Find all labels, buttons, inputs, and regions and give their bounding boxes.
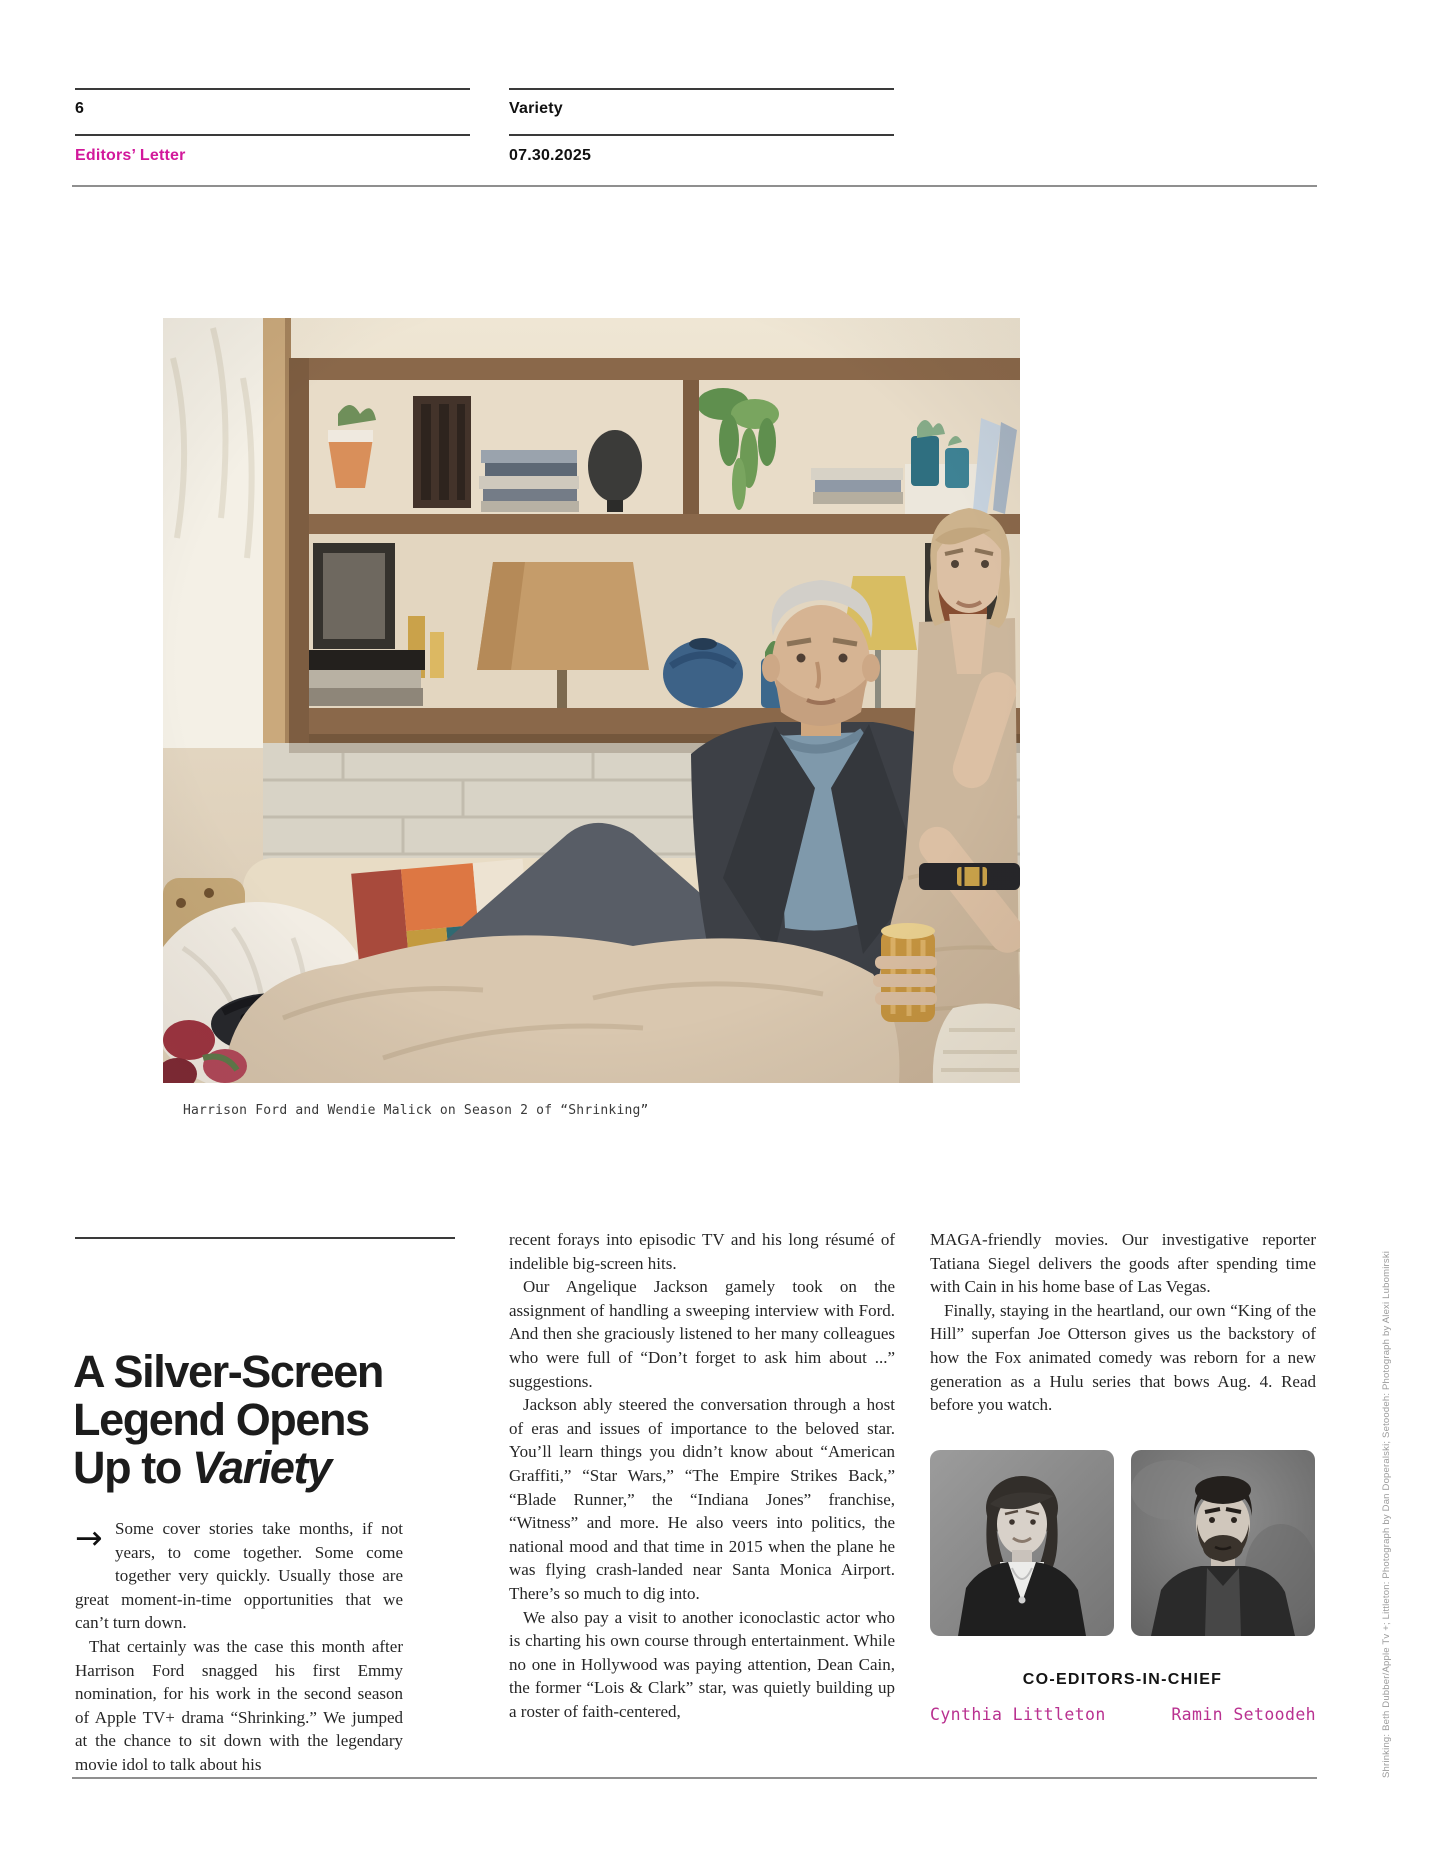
divider: [75, 134, 470, 136]
divider: [509, 88, 894, 90]
co-editors-title: CO-EDITORS-IN-CHIEF: [1022, 1671, 1223, 1688]
divider: [75, 88, 470, 90]
page-number: 6: [75, 100, 85, 117]
editor-names: [930, 1705, 1316, 1724]
feature-photo: [163, 318, 1020, 1083]
paragraph: [75, 1517, 403, 1635]
paragraph: Our Angelique Jackson gamely took on the assignment of handling a sweeping interview with Ford. And then she graciously listened to her many colleagues who were full of “Don’t forget to ask him about ...” suggestions.: [509, 1277, 895, 1391]
paragraph: We also pay a visit to another iconoclastic actor who is charting his own course through entertainment. While no one in Hollywood was paying attention, Dean Cain, the former “Lois & Clark” star, was quietly building up a roster of faith-centered,: [509, 1607, 895, 1721]
photo-credit: Shrinking: Beth Dubber/Apple Tv +; Littleton: Photograph by Dan Doperalski; Setoodeh: Photograph by Alexi Lubomirski: [1381, 1250, 1392, 1778]
paragraph: That certainly was the case this month after Harrison Ford snagged his first Emmy nomination, for his work in the second season of Apple TV+ drama “Shrinking.” We jumped at the chance to sit down with the legendary movie idol to talk about his: [75, 1636, 403, 1774]
arrow-icon: →: [75, 1518, 103, 1557]
paragraph: MAGA-friendly movies. Our investigative reporter Tatiana Siegel delivers the goods after spending time with Cain in his home base of Las Vegas.: [930, 1230, 1316, 1297]
photo-caption: Harrison Ford and Wendie Malick on Season 2 of “Shrinking”: [183, 1103, 649, 1118]
paragraph-text: Some cover stories take months, if not years, to come together. Some come together very quickly. Usually those are great moment-in-time opportunities that we can’t turn down.: [75, 1519, 403, 1633]
divider: [72, 1777, 1317, 1779]
paragraph: Finally, staying in the heartland, our own “King of the Hill” superfan Joe Otterson gives us the backstory of how the Fox animated comedy was reborn for a new generation as a Hulu series that bows Aug. 4. Read before you watch.: [930, 1300, 1316, 1415]
paragraph: Jackson ably steered the conversation through a host of eras and issues of importance to the beloved star. You’ll learn things you didn’t know about “American Graffiti,” “Star Wars,” “The Empire Strikes Back,” “Blade Runner,” the “Indiana Jones” franchise, “Witness” and more. He also veers into politics, the national mood and that time in 2015 when the plane he was flying crash-landed near Santa Monica Airport. There’s so much to dig into.: [509, 1395, 895, 1603]
divider: [509, 134, 894, 136]
body-column-1: [75, 1517, 403, 1777]
photo-illustration: [163, 318, 1020, 1083]
editor-name-setoodeh: Ramin Setoodeh: [1171, 1705, 1316, 1724]
section-label: Editors’ Letter: [75, 147, 186, 164]
issue-date: 07.30.2025: [509, 147, 592, 164]
headline-line3: Up to: [73, 1442, 193, 1493]
body-column-3: [930, 1228, 1316, 1417]
headline-italic-word: Variety: [192, 1442, 331, 1493]
editor-name-littleton: Cynthia Littleton: [930, 1705, 1106, 1724]
headline-line1: A Silver-Screen: [73, 1346, 383, 1397]
portrait-ramin-setoodeh: [1131, 1450, 1315, 1636]
divider: [72, 185, 1317, 187]
divider: [75, 1237, 455, 1239]
portrait-cynthia-littleton: [930, 1450, 1114, 1636]
headline-line2: Legend Opens: [73, 1394, 369, 1445]
body-column-2: [509, 1228, 895, 1723]
masthead: Variety: [509, 100, 563, 117]
paragraph: recent forays into episodic TV and his long résumé of indelible big-screen hits.: [509, 1230, 895, 1273]
headline: [73, 1348, 383, 1492]
